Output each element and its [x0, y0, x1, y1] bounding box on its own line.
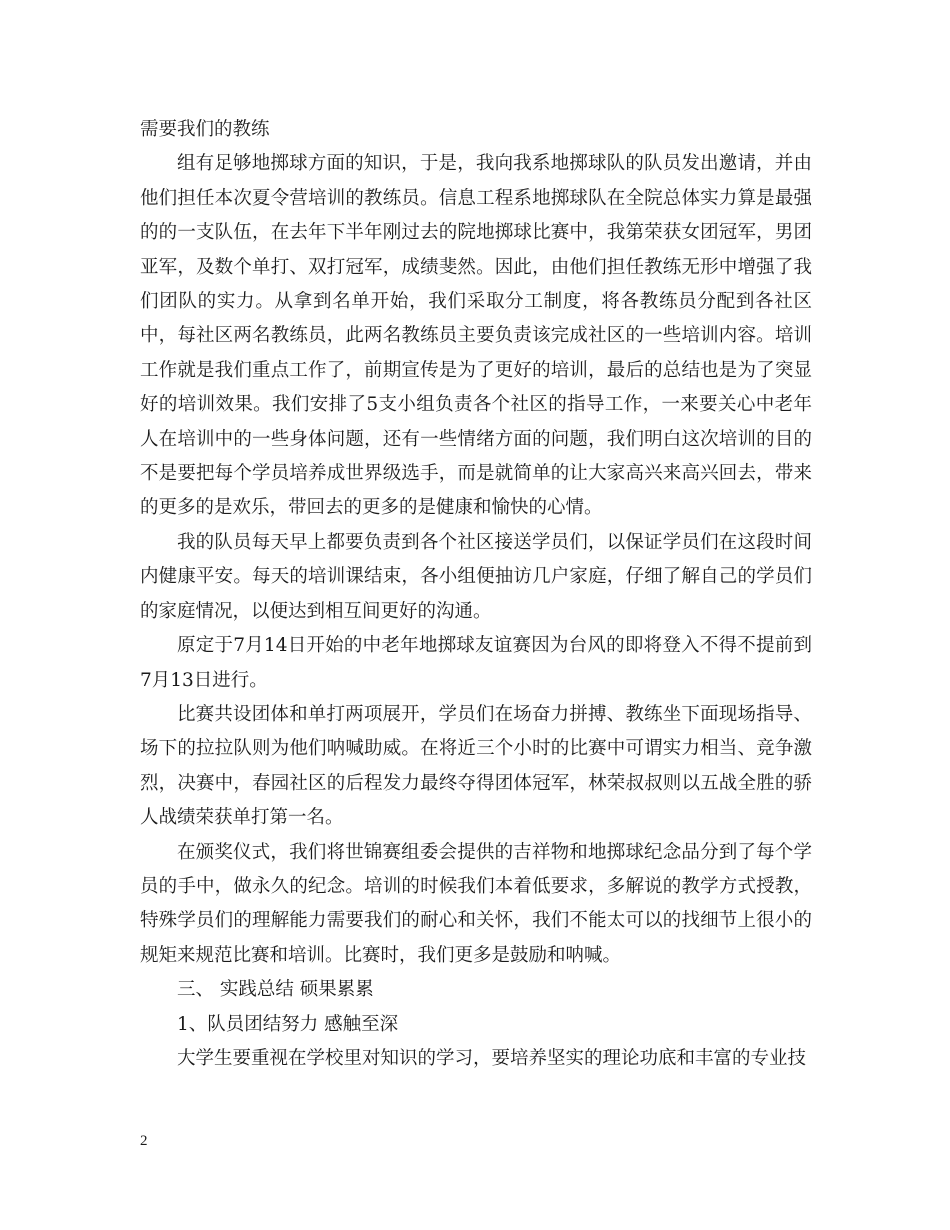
paragraph-schedule-change: 原定于7月14日开始的中老年地掷球友谊赛因为台风的即将登入不得不提前到7月13日进行。: [140, 635, 812, 691]
paragraph-competition: 比赛共设团体和单打两项展开，学员们在场奋力拼搏、教练坐下面现场指导、场下的拉拉队则为他们呐喊助威。在将近三个小时的比赛中可谓实力相当、竞争激烈，决赛中，春园社区的后程发力最终夺得团体冠军，林荣叔叔则以五战全胜的骄人战绩荣获单打第一名。: [140, 703, 812, 829]
page-number: 2: [140, 1133, 148, 1149]
paragraph-coaches: 组有足够地掷球方面的知识，于是，我向我系地掷球队的队员发出邀请，并由他们担任本次夏令营培训的教练员。信息工程系地掷球队在全院总体实力算是最强的的一支队伍，在去年下半年刚过去的院地掷球比赛中，我第荣获女团冠军，男团亚军，及数个单打、双打冠军，成绩斐然。因此，由他们担任教练无形中增强了我们团队的实力。从拿到名单开始，我们采取分工制度，将各教练员分配到各社区中，每社区两名教练员，此两名教练员主要负责该完成社区的一些培训内容。培训工作就是我们重点工作了，前期宣传是为了更好的培训，最后的总结也是为了突显好的培训效果。我们安排了5支小组负责各个社区的指导工作，一来要关心中老年人在培训中的一些身体问题，还有一些情绪方面的问题，我们明白这次培训的目的不是要把每个学员培养成世界级选手，而是就简单的让大家高兴来高兴回去，带来的更多的是欢乐，带回去的更多的是健康和愉快的心情。: [140, 153, 812, 519]
document-body: [140, 113, 812, 1076]
subsection-heading: 1、队员团结努力 感触至深: [177, 1013, 399, 1035]
paragraph-study: 大学生要重视在学校里对知识的学习，要培养坚实的理论功底和丰富的专业技: [177, 1047, 807, 1069]
section-heading: 三、 实践总结 硕果累累: [177, 979, 374, 1001]
paragraph-award-ceremony: 在颁奖仪式，我们将世锦赛组委会提供的吉祥物和地掷球纪念品分到了每个学员的手中，做永久的纪念。培训的时候我们本着低要求，多解说的教学方式授教，特殊学员们的理解能力需要我们的耐心和关怀，我们不能太可以的找细节上很小的规矩来规范比赛和培训。比赛时，我们更多是鼓励和呐喊。: [140, 841, 812, 966]
paragraph-daily-transport: 我的队员每天早上都要负责到各个社区接送学员们，以保证学员们在这段时间内健康平安。每天的培训课结束，各小组便抽访几户家庭，仔细了解自己的学员们的家庭情况，以便达到相互间更好的沟通。: [140, 531, 812, 622]
paragraph-continuation: 需要我们的教练: [140, 119, 270, 140]
